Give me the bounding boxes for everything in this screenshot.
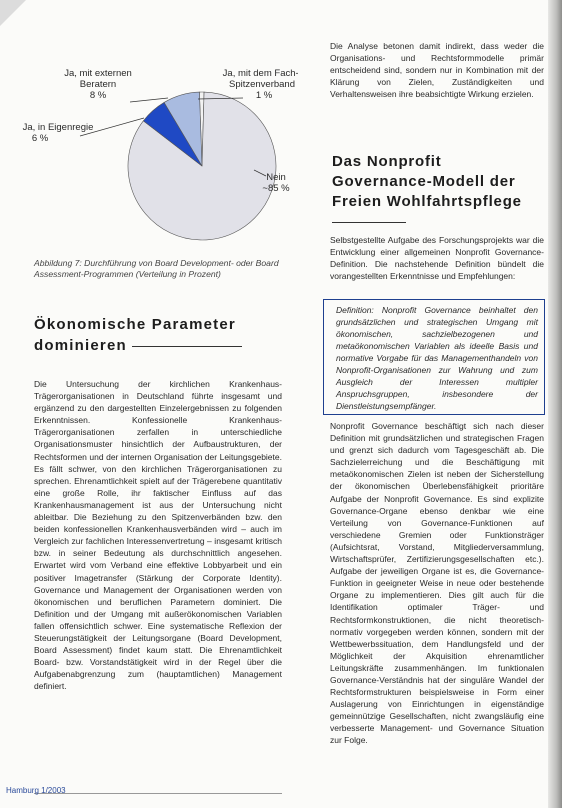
right-column-body: Nonprofit Governance beschäftigt sich nach dieser Definition mit grundsätzlichen und strategischen Fragen und grenzt sich dadurch vom Tagesgeschäft ab. Die Sachzielerreichung und die Beschäftigung mit metaökonomischen Zielen ist neben der Sicherstellung der ökonomischen Überlebensfähigkeit prioritäre Aufgabe der Nonprofit Governance. Es sind explizite Governance-Organe ebenso denkbar wie eine Verteilung von Governance-Funktionen auf verschiedene Gremien oder Funktionsträger (Aufsichtsrat, Vorstand, Mitgliederversammlung, Wirtschaftsprüfer, Zertifizierungsgesellschaften etc.). Aufgabe der jeweiligen Organe ist es, die Governance-Funktion in geeigneter Weise in neue oder bestehende Organe zu implementieren. Dies gilt auch für die Identifikation optimaler Träger- und Rechtsformkonstruktionen, die nicht theoretisch-normativ vorgegeben werden können, sondern mit der Wettbewerbssituation, dem Handlungsfeld und der Möglichkeit der Akquisition ehrenamtlicher Leitungskräfte zusammenhängen. Im funktionalen Governance-Verständnis hat der singuläre Wandel der Rechtsformstrukturen beispielsweise in Form einer Auslagerung von Einrichtungen in eigenständige gemeinnützige Gesellschaften, nicht zwangsläufig eine verbesserte Management- und Governance Situation zur Folge. xyxy=(330,421,544,746)
page-edge-shadow xyxy=(548,0,562,808)
heading-rule-left xyxy=(132,346,242,347)
pie-chart xyxy=(18,58,298,258)
label-fach-line2: Spitzenverband xyxy=(228,79,296,90)
footer-text: Hamburg 1/2003 xyxy=(6,786,66,795)
pie-chart-svg xyxy=(18,58,298,258)
label-nein-value: ~85 % xyxy=(262,183,290,194)
footer-rule xyxy=(34,793,282,794)
section-heading-right-text: Das Nonprofit Governance-Modell der Freien Wohlfahrtspflege xyxy=(332,153,522,210)
section-heading-right xyxy=(332,152,546,232)
label-extern-line1: Ja, mit externen xyxy=(64,68,132,79)
heading-rule-right xyxy=(332,222,406,223)
label-extern-value: 8 % xyxy=(89,90,107,101)
label-eigen-line1: Ja, in Eigenregie xyxy=(22,122,94,133)
label-extern-line2: Beratern xyxy=(79,79,117,90)
label-fach-value: 1 % xyxy=(255,90,273,101)
right-column-lead: Selbstgestellte Aufgabe des Forschungsprojekts war die Entwicklung einer allgemeinen Nonprofit Governance-Definition. Die nachstehende Definition bündelt die vorangestellten Erkenntnisse und Empfehlungen: xyxy=(330,235,544,282)
right-column-intro: Die Analyse betonen damit indirekt, dass weder die Organisations- und Rechtsformmodelle primär entscheidend sind, sondern nur in Kombination mit der Klärung von Zielen, Zuständigkeiten und Verhaltensweisen ihre beabsichtigte Wirkung erzielen. xyxy=(330,41,544,100)
label-nein-line1: Nein xyxy=(266,172,286,183)
left-column-text: Die Untersuchung der kirchlichen Krankenhaus-Trägerorganisationen in Deutschland führte insgesamt und ergänzend zu den dargestellten Einzelergebnissen zu folgenden Erkenntnissen. Konfessionelle Krankenhaus-Trägerorganisationen zerfallen in unterschiedliche Organisationsmuster hinsichtlich der Aufbaustrukturen, der Rechtsformen und der internen Organisation der Leitungsgebiete. Es fällt schwer, von den kirchlichen Trägerorganisationen zu sprechen. Ehrenamtlichkeit spielt auf der Trägerebene quantitativ eine große Rolle, ihr faktischer Einfluss auf das Krankenhausmanagement ist aus der Untersuchung nicht ableitbar. Die Beziehung zu den Spitzenverbänden bzw. den beiden konfessionellen Krankenhausverbänden wird – auch im Vergleich zur fachlichen Interessenvertretung – insgesamt kritisch bzw. in seiner Bedeutung als durchschnittlich angesehen. Erwartet wird vom Verband eine effektive Lobbyarbeit und ein positiver Imagetransfer (Stärkung der Corporate Identity). Governance und Management der Organisationen werden von ökonomischen und beruflichen Parametern dominiert. Die Definition und der Umgang mit außerökonomischen Variablen fallen offensichtlich schwer. Eine systematische Reflexion der Steuerungstätigkeit der Leitungsorgane (Board Development, Board Assessment) findet kaum statt. Die Ehrenamtlichkeit Board- bzw. Vorstandstätigkeit wird in der Regel über die Aufgabenabgrenzung zum (hauptamtlichen) Management definiert. xyxy=(34,379,282,692)
label-fach-line1: Ja, mit dem Fach-/ xyxy=(222,68,298,79)
page-corner xyxy=(0,0,26,26)
section-heading-left xyxy=(34,314,282,356)
definition-box xyxy=(323,299,545,415)
leader-extern xyxy=(130,98,168,102)
section-heading-left-text: Ökonomische Parameter dominieren xyxy=(34,316,236,354)
definition-text: Definition: Nonprofit Governance beinhaltet den grundsätzlichen und strategischen Umgang mit ökonomischen, sachzielbezogenen und metaökonomischen Variablen als ideelle Basis und normative Vorgabe für das Managementhandeln von Nonprofit-Organisationen zur Wahrung und zum Ausgleich der Interessen multipler Anspruchsgruppen, insbesondere der Dienstleistungsempfänger. xyxy=(336,305,538,411)
label-eigen-value: 6 % xyxy=(31,133,49,144)
figure-caption: Abbildung 7: Durchführung von Board Development- oder Board Assessment-Programmen (Verteilung in Prozent) xyxy=(34,258,279,279)
